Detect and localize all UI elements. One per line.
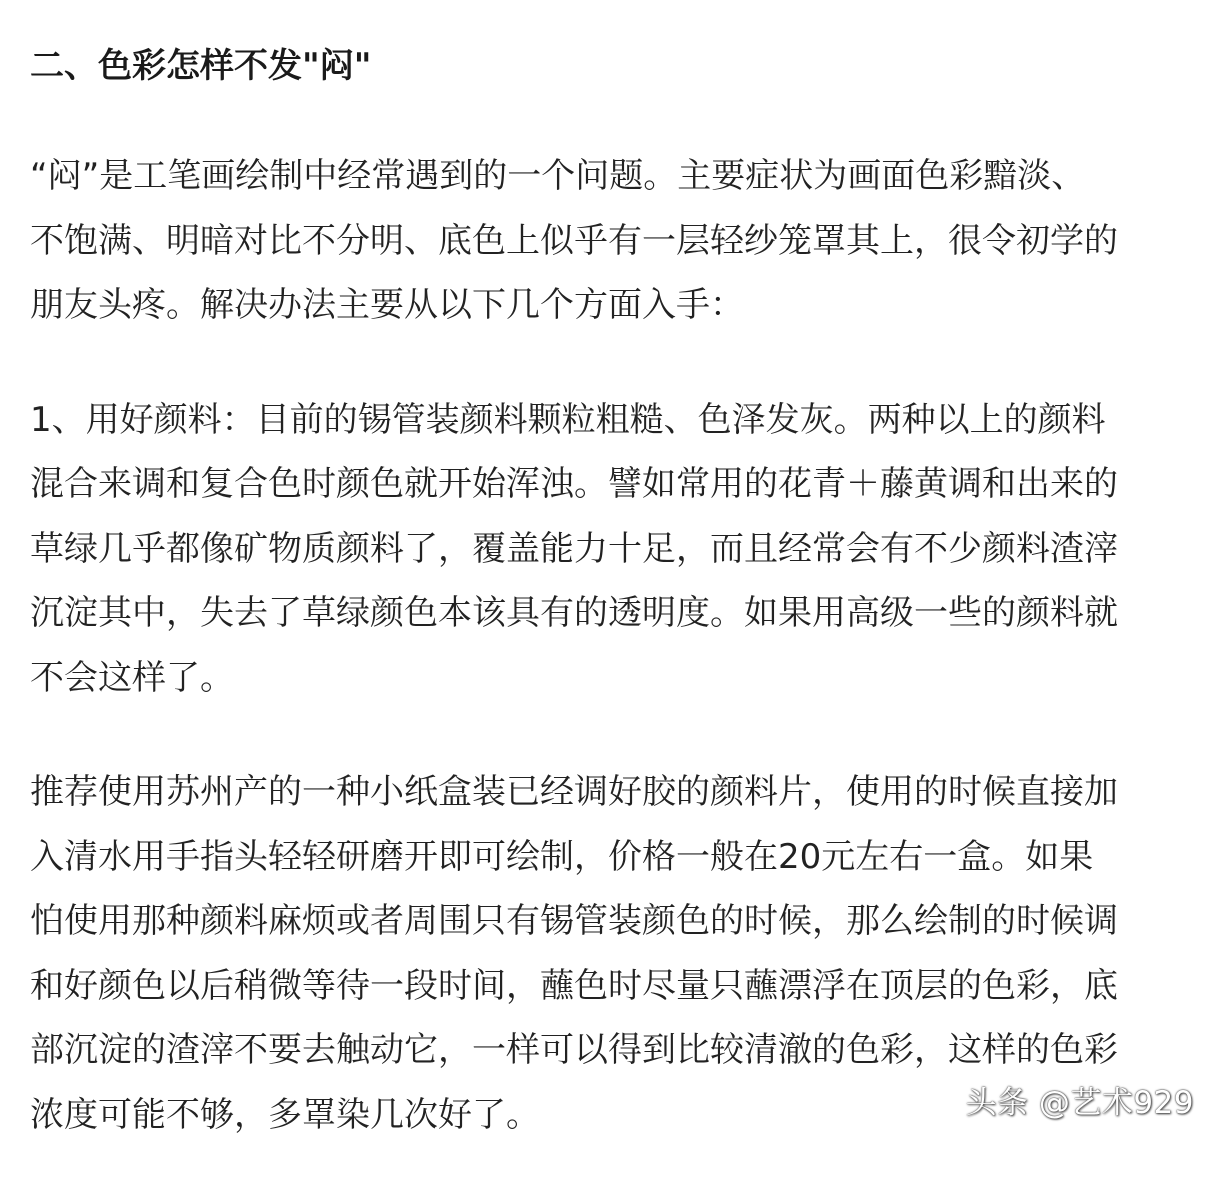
section-heading: 二、色彩怎样不发"闷" xyxy=(30,46,372,86)
text-line: 草绿几乎都像矿物质颜料了，覆盖能力十足，而且经常会有不少颜料渣滓 xyxy=(30,528,1118,569)
text-line: 和好颜色以后稍微等待一段时间，蘸色时尽量只蘸漂浮在顶层的色彩，底 xyxy=(30,965,1118,1006)
text-line: 入清水用手指头轻轻研磨开即可绘制，价格一般在20元左右一盒。如果 xyxy=(30,836,1094,877)
text-line: 朋友头疼。解决办法主要从以下几个方面入手： xyxy=(30,285,744,325)
text-line: 沉淀其中，失去了草绿颜色本该具有的透明度。如果用高级一些的颜料就 xyxy=(30,593,1118,633)
text-line: 不会这样了。 xyxy=(30,657,234,698)
paragraph-pigments xyxy=(30,388,1190,711)
text-line: 部沉淀的渣滓不要去触动它，一样可以得到比较清澈的色彩，这样的色彩 xyxy=(30,1030,1118,1070)
text-line: “闷”是工笔画绘制中经常遇到的一个问题。主要症状为画面色彩黯淡、 xyxy=(30,156,1086,196)
text-line: 怕使用那种颜料麻烦或者周围只有锡管装颜色的时候，那么绘制的时候调 xyxy=(30,901,1118,941)
text-line: 混合来调和复合色时颜色就开始浑浊。譬如常用的花青＋藤黄调和出来的 xyxy=(30,464,1118,504)
watermark: 头条 @艺术929 xyxy=(965,1085,1194,1121)
text-line: 推荐使用苏州产的一种小纸盒装已经调好胶的颜料片，使用的时候直接加 xyxy=(30,772,1118,812)
text-line: 浓度可能不够，多罩染几次好了。 xyxy=(30,1094,540,1135)
article xyxy=(30,40,1190,1197)
text-line: 1、用好颜料：目前的锡管装颜料颗粒粗糙、色泽发灰。两种以上的颜料 xyxy=(30,399,1106,440)
text-line: 不饱满、明暗对比不分明、底色上似乎有一层轻纱笼罩其上，很令初学的 xyxy=(30,220,1118,261)
paragraph-intro xyxy=(30,144,1190,338)
